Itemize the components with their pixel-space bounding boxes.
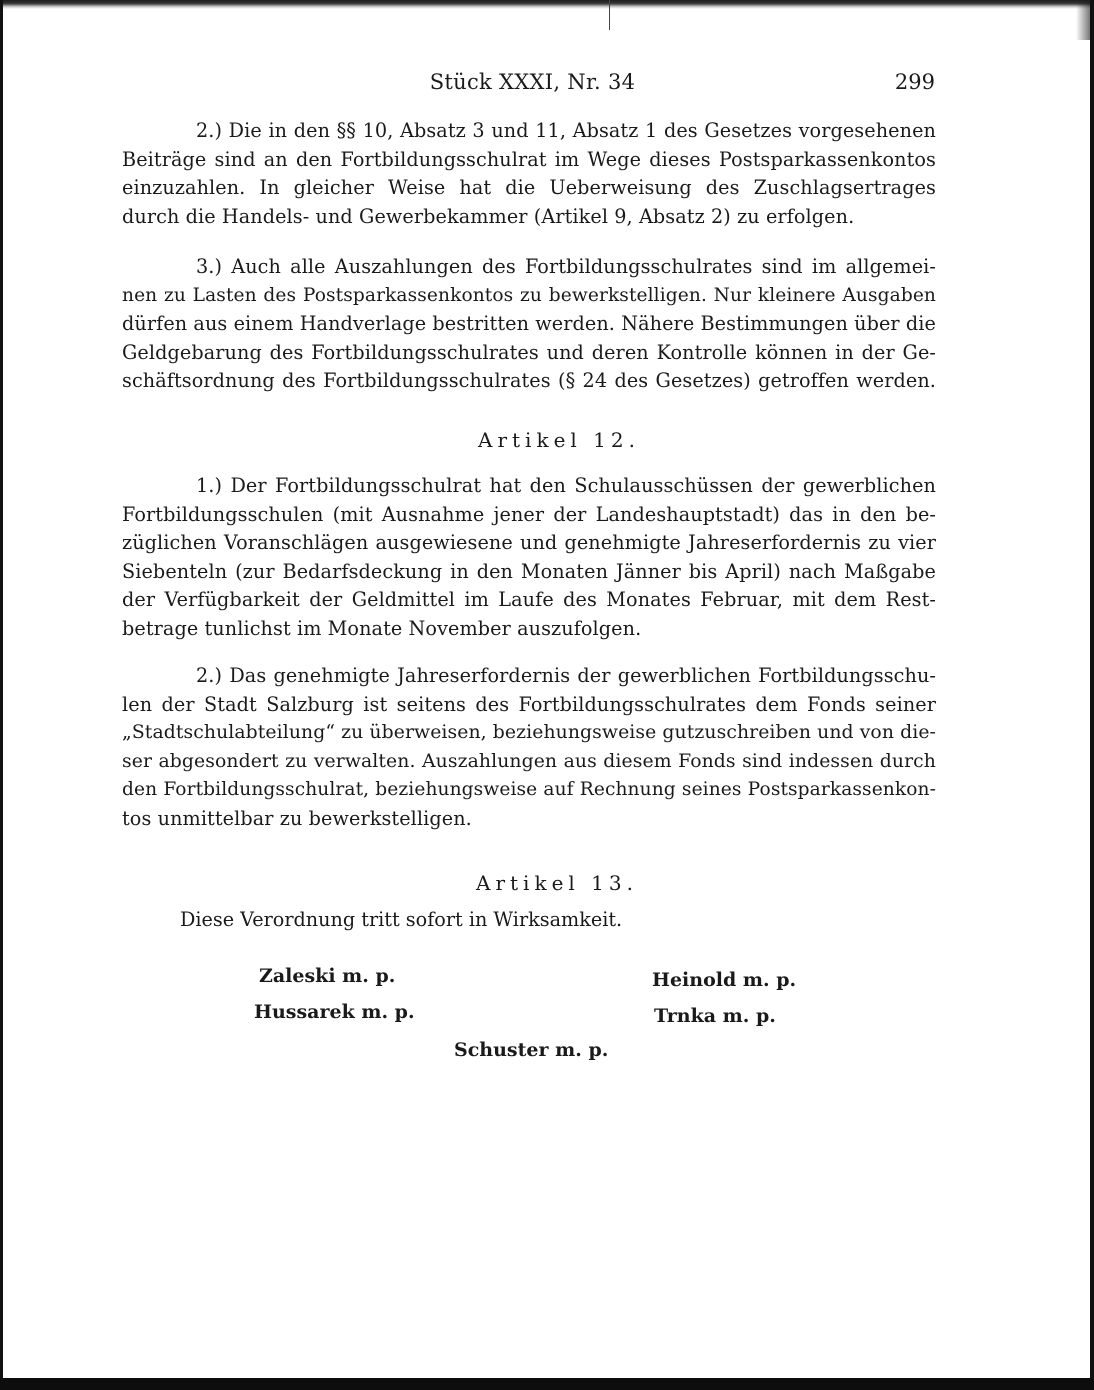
text-line: Siebenteln (zur Bedarfsdeckung in den Monaten Jänner bis April) nach Maßgabe xyxy=(122,559,936,583)
signature-trnka: Trnka m. p. xyxy=(654,1005,776,1027)
text-line: der Verfügbarkeit der Geldmittel im Laufe des Monates Februar, mit dem Rest- xyxy=(122,588,936,612)
text-line: len der Stadt Salzburg ist seitens des Fortbildungsschulrates dem Fonds seiner xyxy=(122,692,936,716)
text-line: Geldgebarung des Fortbildungsschulrates und deren Kontrolle können in der Ge- xyxy=(122,340,936,364)
page-header xyxy=(130,70,935,100)
text-line: durch die Handels- und Gewerbekammer (Artikel 9, Absatz 2) zu erfolgen. xyxy=(122,204,855,228)
signature-schuster: Schuster m. p. xyxy=(454,1039,609,1061)
text-line: Fortbildungsschulen (mit Ausnahme jener der Landeshauptstadt) das in den be- xyxy=(122,502,936,526)
text-line: züglichen Voranschlägen ausgewiesene und genehmigte Jahreserfordernis zu vier xyxy=(122,531,936,555)
text-line: 1.) Der Fortbildungsschulrat hat den Schulausschüssen der gewerblichen xyxy=(196,474,936,497)
paragraph-3 xyxy=(122,253,936,396)
text-line: tos unmittelbar zu bewerkstelligen. xyxy=(122,806,472,830)
text-line: nen zu Lasten des Postsparkassenkontos zu bewerkstelligen. Nur kleinere Ausgaben xyxy=(122,284,936,306)
text-line: 2.) Das genehmigte Jahreserfordernis der gewerblichen Fortbildungsschu- xyxy=(196,664,936,687)
artikel-13-heading: Artikel 13. xyxy=(476,871,638,895)
artikel-12-paragraph-2 xyxy=(122,662,936,834)
running-title: Stück XXXI, Nr. 34 xyxy=(429,70,636,94)
scan-edge-left xyxy=(0,0,3,1390)
text-line: 2.) Die in den §§ 10, Absatz 3 und 11, Absatz 1 des Gesetzes vorgesehenen xyxy=(196,119,936,142)
text-line: betrage tunlichst im Monate November auszufolgen. xyxy=(122,616,642,640)
scan-shadow xyxy=(1076,0,1090,40)
text-line: schäftsordnung des Fortbildungsschulrates (§ 24 des Gesetzes) getroffen werden. xyxy=(122,369,936,393)
artikel-12-paragraph-1 xyxy=(122,472,936,644)
text-line: 3.) Auch alle Auszahlungen des Fortbildungsschulrates sind im allgemei- xyxy=(196,255,936,278)
text-line: Beiträge sind an den Fortbildungsschulrat im Wege dieses Postsparkassenkontos xyxy=(122,147,936,171)
scan-edge-right xyxy=(1090,0,1094,1390)
scan-fold-mark xyxy=(609,0,610,30)
scan-edge-top xyxy=(0,0,1094,9)
page-number: 299 xyxy=(894,70,935,94)
paragraph-2 xyxy=(122,117,936,231)
text-line: dürfen aus einem Handverlage bestritten werden. Nähere Bestimmungen über die xyxy=(122,312,936,336)
artikel-12-heading: Artikel 12. xyxy=(478,428,640,452)
text-line: den Fortbildungsschulrat, beziehungsweise auf Rechnung seines Postsparkassenkon- xyxy=(122,779,936,801)
text-line: „Stadtschulabteilung“ zu überweisen, beziehungsweise gutzuschreiben und von die- xyxy=(122,722,936,744)
scan-edge-bottom xyxy=(0,1378,1094,1390)
signature-heinold: Heinold m. p. xyxy=(652,969,797,991)
artikel-13-text: Diese Verordnung tritt sofort in Wirksamkeit. xyxy=(180,908,623,931)
text-line: ser abgesondert zu verwalten. Auszahlungen aus diesem Fonds sind indessen durch xyxy=(122,750,936,772)
text-line: einzuzahlen. In gleicher Weise hat die Ueberweisung des Zuschlagsertrages xyxy=(122,176,936,200)
signature-zaleski: Zaleski m. p. xyxy=(259,965,396,987)
signature-hussarek: Hussarek m. p. xyxy=(254,1001,415,1023)
